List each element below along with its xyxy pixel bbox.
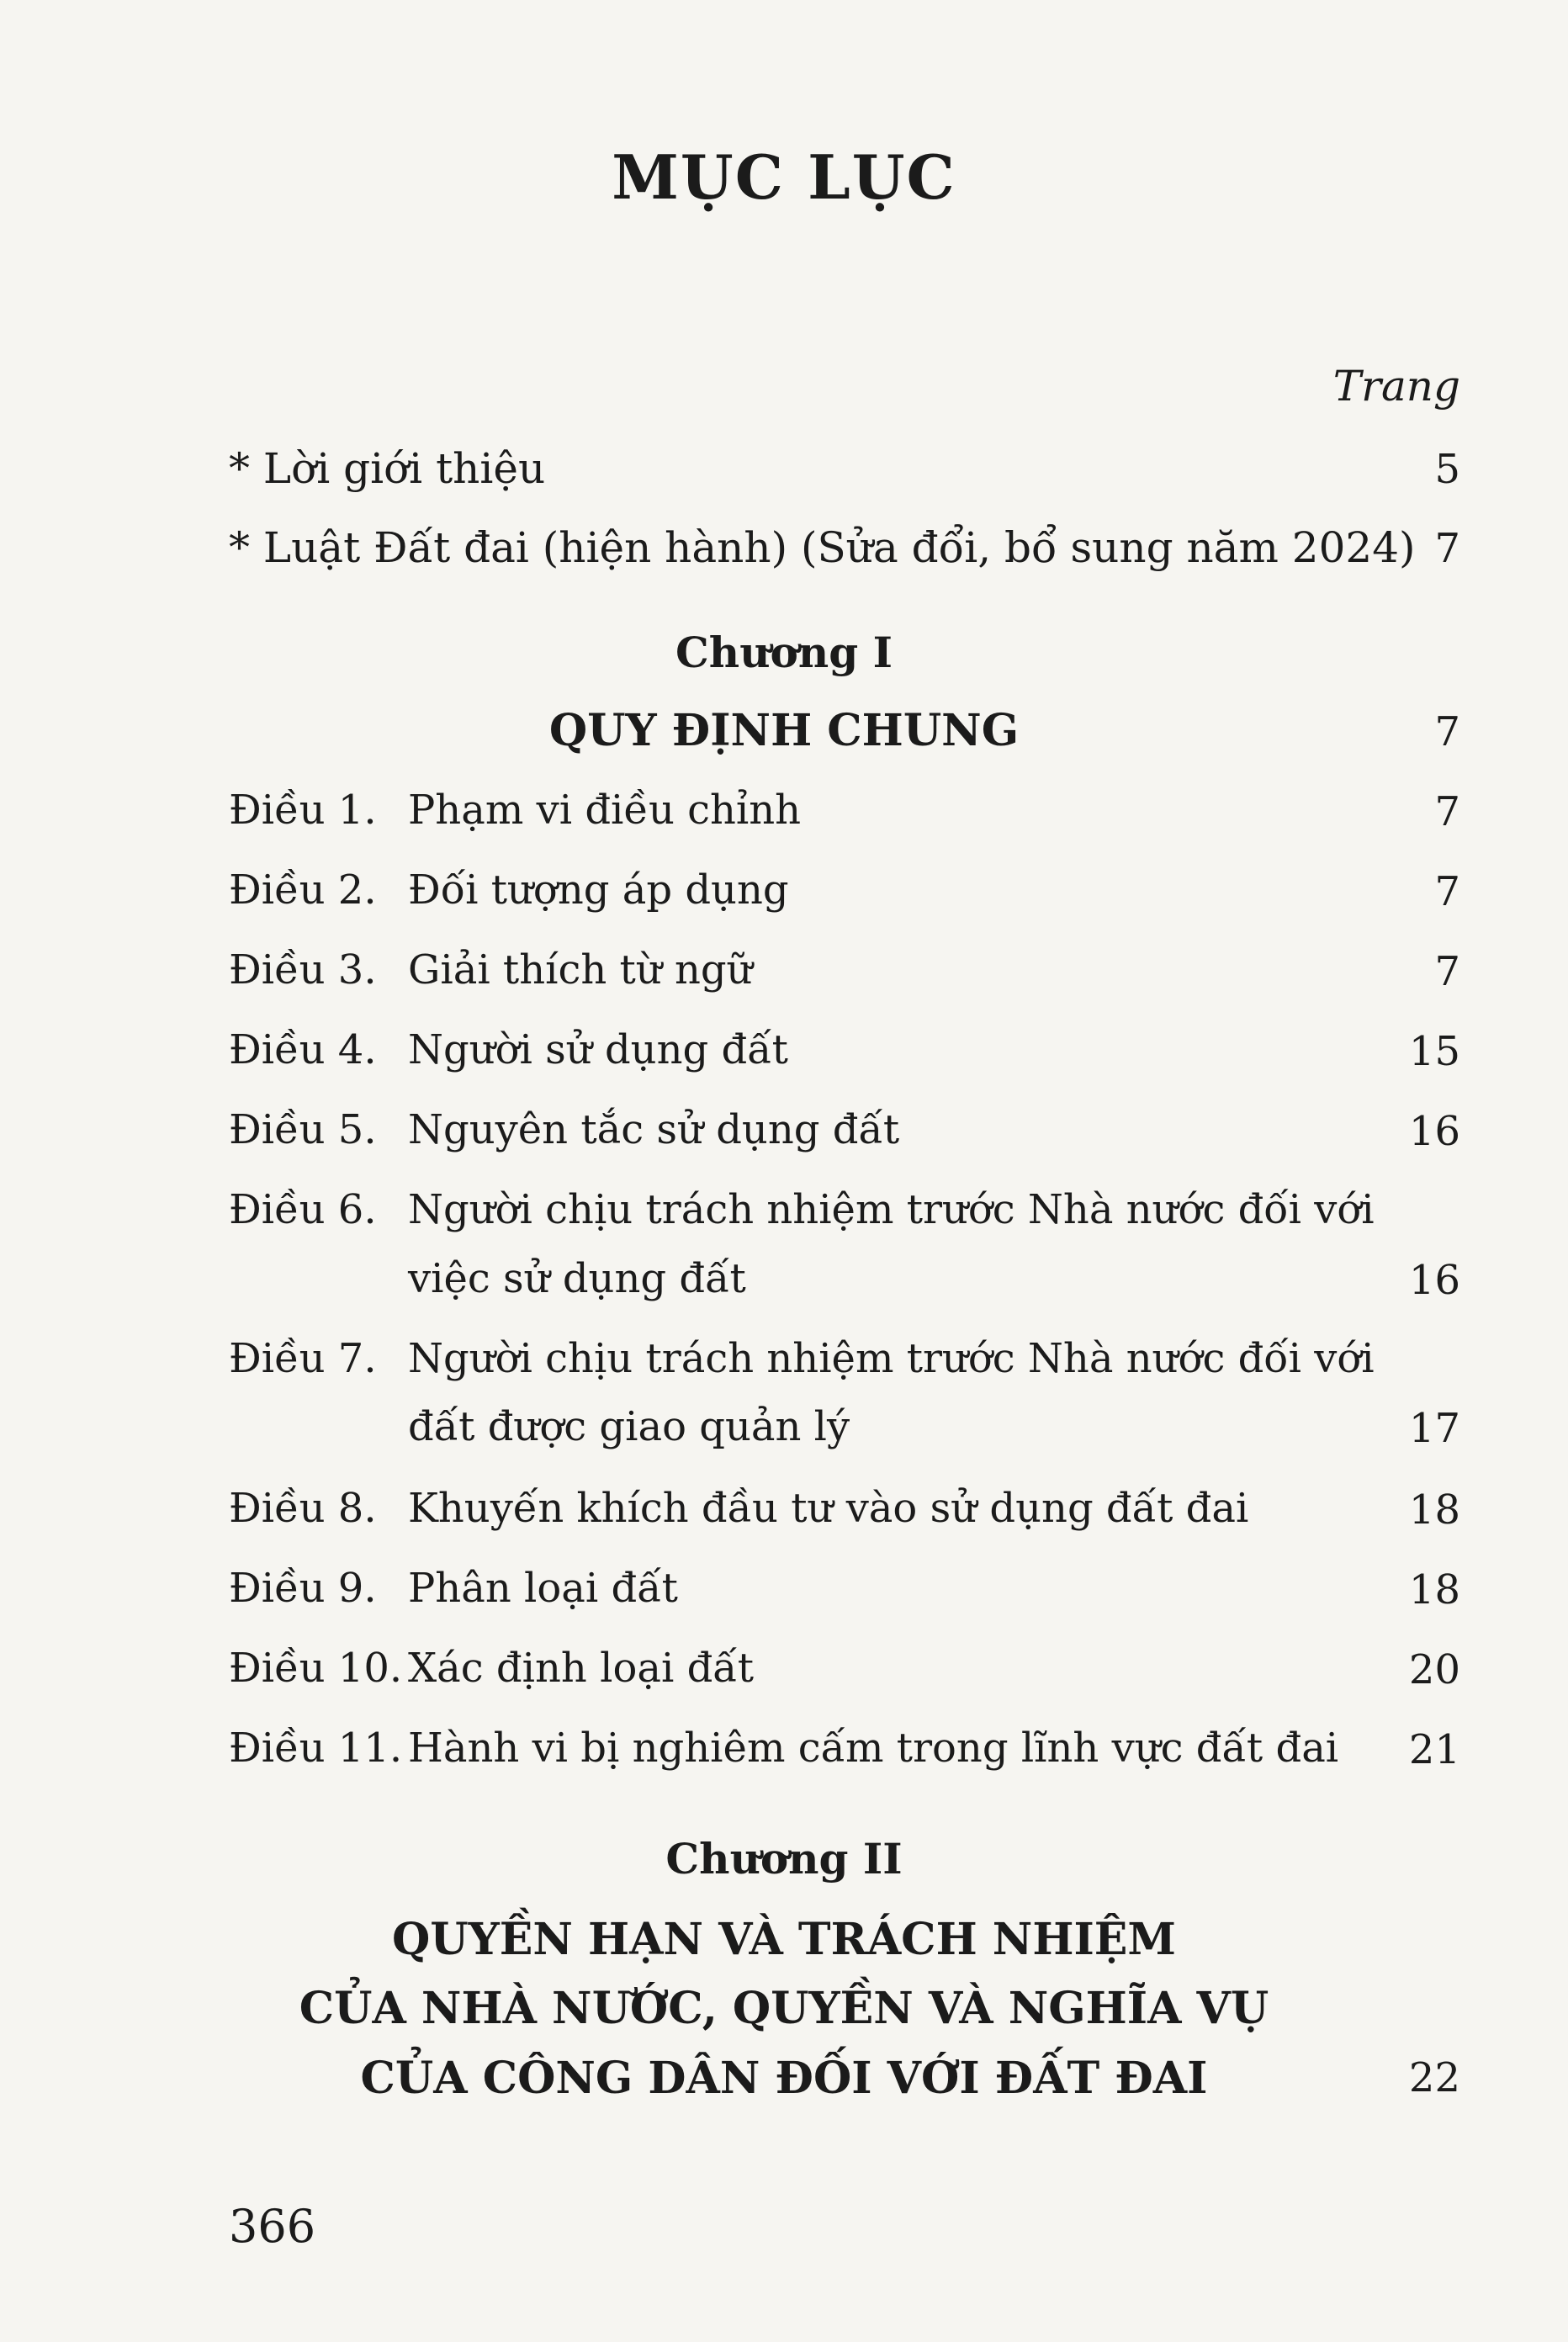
- chapter-1-title: QUY ĐỊNH CHUNG: [548, 705, 1020, 756]
- chapter-2-page: 22: [1408, 2054, 1460, 2101]
- article-label: Điều 6.: [229, 1186, 377, 1233]
- article-label: Điều 11.: [229, 1725, 403, 1772]
- article-page: 16: [1408, 1108, 1460, 1155]
- article-label: Điều 4.: [229, 1026, 377, 1073]
- article-page: 21: [1408, 1726, 1460, 1773]
- article-title-cont: đất được giao quản lý: [408, 1403, 850, 1450]
- chapter-2-heading: Chương II: [665, 1834, 903, 1884]
- article-title: Xác định loại đất: [408, 1645, 754, 1692]
- article-label: Điều 8.: [229, 1485, 377, 1532]
- article-title: Phân loại đất: [408, 1565, 678, 1612]
- article-title-cont: việc sử dụng đất: [408, 1255, 746, 1302]
- toc-entry-law: * Luật Đất đai (hiện hành) (Sửa đổi, bổ sung năm 2024): [229, 523, 1416, 572]
- page-number: 366: [229, 2200, 316, 2253]
- chapter-2-title-line: CỦA CÔNG DÂN ĐỐI VỚI ĐẤT ĐAI: [360, 2053, 1208, 2104]
- article-label: Điều 10.: [229, 1645, 403, 1692]
- article-title: Đối tượng áp dụng: [408, 866, 789, 914]
- toc-entry-law-page: 7: [1434, 525, 1460, 572]
- page-column-header: Trang: [1332, 362, 1460, 411]
- article-page: 7: [1434, 868, 1460, 915]
- page-title: MỤC LỤC: [612, 141, 956, 213]
- article-title: Người chịu trách nhiệm trước Nhà nước đối với: [408, 1335, 1375, 1382]
- article-title: Nguyên tắc sử dụng đất: [408, 1106, 900, 1153]
- chapter-1-heading: Chương I: [675, 628, 893, 677]
- article-label: Điều 9.: [229, 1565, 377, 1612]
- article-title: Người chịu trách nhiệm trước Nhà nước đối với: [408, 1186, 1375, 1233]
- chapter-1-page: 7: [1434, 708, 1460, 755]
- article-page: 20: [1408, 1646, 1460, 1693]
- chapter-2-title-line: CỦA NHÀ NƯỚC, QUYỀN VÀ NGHĨA VỤ: [299, 1983, 1269, 2034]
- chapter-2-title-line: QUYỀN HẠN VÀ TRÁCH NHIỆM: [392, 1914, 1176, 1965]
- toc-entry-intro: * Lời giới thiệu: [229, 444, 546, 493]
- article-label: Điều 3.: [229, 946, 377, 993]
- article-page: 7: [1434, 788, 1460, 835]
- toc-entry-intro-page: 5: [1434, 446, 1460, 493]
- article-title: Giải thích từ ngữ: [408, 946, 753, 993]
- article-page: 18: [1408, 1566, 1460, 1613]
- article-label: Điều 2.: [229, 866, 377, 914]
- article-title: Hành vi bị nghiêm cấm trong lĩnh vực đất đai: [408, 1725, 1339, 1772]
- article-title: Khuyến khích đầu tư vào sử dụng đất đai: [408, 1485, 1249, 1532]
- article-page: 18: [1408, 1486, 1460, 1534]
- article-title: Phạm vi điều chỉnh: [408, 787, 802, 834]
- article-label: Điều 7.: [229, 1335, 377, 1382]
- article-page: 17: [1408, 1405, 1460, 1452]
- article-page: 7: [1434, 948, 1460, 995]
- article-title: Người sử dụng đất: [408, 1026, 788, 1073]
- article-page: 16: [1408, 1257, 1460, 1304]
- article-page: 15: [1408, 1028, 1460, 1075]
- article-label: Điều 5.: [229, 1106, 377, 1153]
- article-label: Điều 1.: [229, 787, 377, 834]
